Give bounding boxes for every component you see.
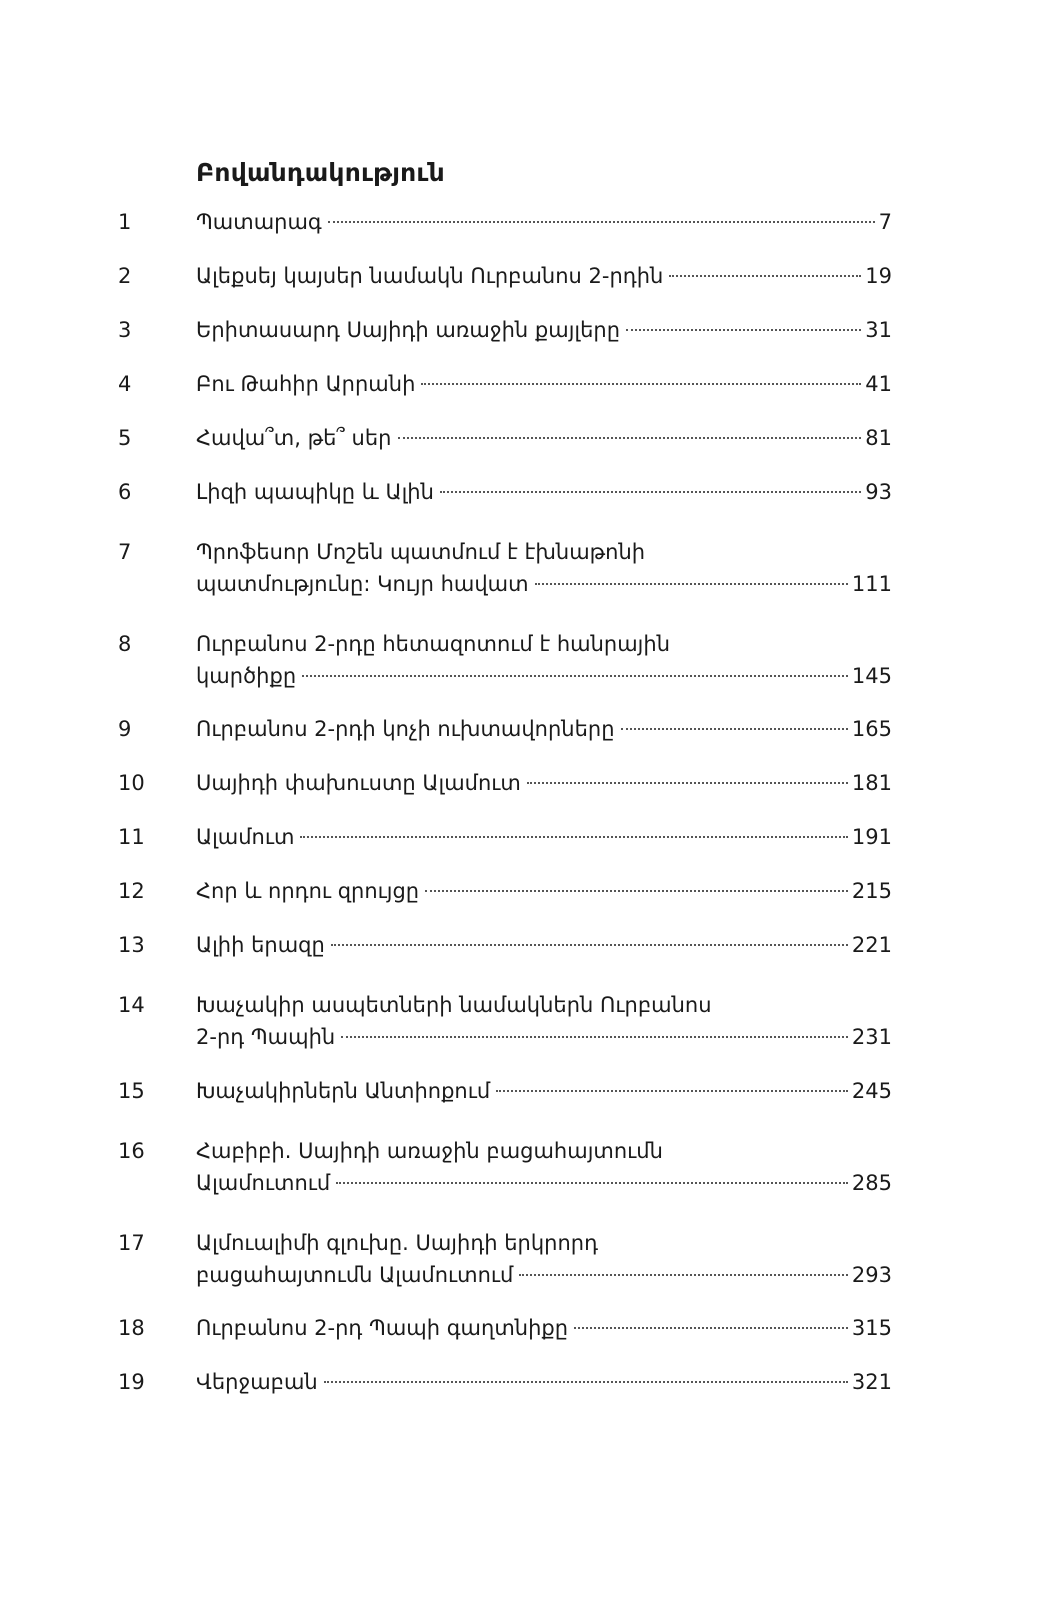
chapter-title-last-line	[196, 713, 892, 745]
dot-leader	[421, 382, 861, 385]
chapter-title-line: Հաբիբի. Սայիդի առաջին բացահայտումն	[196, 1139, 663, 1163]
chapter-title-last-line	[196, 767, 892, 799]
chapter-title	[196, 1366, 892, 1398]
chapter-title-text: Ալեքսեյ կայսեր նամակն Ուրբանոս 2-րդին	[196, 264, 664, 288]
dot-leader	[574, 1326, 848, 1329]
page-number: 165	[851, 717, 892, 741]
page-number: 221	[851, 933, 892, 957]
chapter-number: 1	[118, 210, 132, 234]
chapter-number: 10	[118, 771, 145, 795]
chapter-title-line: Պրոֆեսոր Մոշեն պատմում է էխնաթոնի	[196, 540, 646, 564]
chapter-title-text: Վերջաբան	[196, 1370, 318, 1394]
chapter-number: 9	[118, 717, 132, 741]
chapter-number: 7	[118, 540, 132, 564]
dot-leader	[669, 274, 861, 277]
page-number: 231	[851, 1025, 892, 1049]
chapter-title-text: բացահայտումն Ալամուտում	[196, 1263, 514, 1287]
chapter-title-text: կարծիքը	[196, 664, 297, 688]
page-number: 19	[865, 264, 892, 288]
dot-leader	[300, 835, 847, 838]
chapter-title	[196, 536, 892, 600]
chapter-title	[196, 368, 892, 400]
chapter-title-text: Լիզի պապիկը և Ալին	[196, 480, 434, 504]
dot-leader	[440, 490, 861, 493]
dot-leader	[527, 781, 848, 784]
chapter-title-last-line	[196, 875, 892, 907]
page-number: 93	[865, 480, 892, 504]
chapter-number: 2	[118, 264, 132, 288]
chapter-title-last-line	[196, 1259, 892, 1291]
chapter-title-text: Ալամուտում	[196, 1171, 331, 1195]
page-number: 145	[851, 664, 892, 688]
chapter-number: 19	[118, 1370, 145, 1394]
chapter-title-last-line	[196, 1021, 892, 1053]
chapter-title-text: պատմությունը: Կույր հավատ	[196, 572, 529, 596]
chapter-number: 18	[118, 1316, 145, 1340]
chapter-number: 14	[118, 993, 145, 1017]
chapter-number: 13	[118, 933, 145, 957]
chapter-title	[196, 713, 892, 745]
page-number: 31	[865, 318, 892, 342]
dot-leader	[302, 674, 848, 677]
page-number: 181	[851, 771, 892, 795]
dot-leader	[621, 727, 848, 730]
chapter-title	[196, 1135, 892, 1199]
dot-leader	[398, 436, 862, 439]
chapter-title	[196, 260, 892, 292]
chapter-title-text: Ալամուտ	[196, 825, 295, 849]
chapter-title-text: Ուրբանոս 2-րդ Պապի գաղտնիքը	[196, 1316, 569, 1340]
chapter-title-last-line	[196, 568, 892, 600]
chapter-number: 12	[118, 879, 145, 903]
chapter-title-text: Երիտասարդ Սայիդի առաջին քայլերը	[196, 318, 621, 342]
chapter-title-last-line	[196, 929, 892, 961]
chapter-title	[196, 929, 892, 961]
chapter-number: 6	[118, 480, 132, 504]
chapter-title	[196, 1227, 892, 1291]
chapter-title	[196, 422, 892, 454]
chapter-number: 5	[118, 426, 132, 450]
dot-leader	[535, 582, 848, 585]
chapter-title-text: Հավա՞տ, թե՞ սեր	[196, 426, 392, 450]
chapter-title-last-line	[196, 422, 892, 454]
page-number: 111	[851, 572, 892, 596]
chapter-title-text: Հոր և որդու զրույցը	[196, 879, 420, 903]
chapter-number: 16	[118, 1139, 145, 1163]
chapter-title	[196, 989, 892, 1053]
dot-leader	[425, 889, 848, 892]
chapter-title-line: Ալմուալիմի գլուխը. Սայիդի երկրորդ	[196, 1231, 599, 1255]
chapter-number: 4	[118, 372, 132, 396]
chapter-title-last-line	[196, 660, 892, 692]
chapter-title-text: Ուրբանոս 2-րդի կոչի ուխտավորները	[196, 717, 615, 741]
chapter-title-last-line	[196, 1167, 892, 1199]
page-number: 215	[851, 879, 892, 903]
chapter-title-last-line	[196, 1366, 892, 1398]
chapter-title-line: Ուրբանոս 2-րդը հետազոտում է հանրային	[196, 632, 671, 656]
dot-leader	[519, 1273, 848, 1276]
chapter-title-last-line	[196, 821, 892, 853]
chapter-title-last-line	[196, 1075, 892, 1107]
chapter-title	[196, 1312, 892, 1344]
chapter-title	[196, 314, 892, 346]
chapter-title-text: Սայիդի փախուստը Ալամուտ	[196, 771, 521, 795]
page-number: 7	[878, 210, 892, 234]
chapter-title-text: Ալիի երազը	[196, 933, 325, 957]
page-number: 293	[851, 1263, 892, 1287]
chapter-title-last-line	[196, 314, 892, 346]
page-number: 81	[865, 426, 892, 450]
chapter-title	[196, 206, 892, 238]
chapter-title-text: Խաչակիրներն Անտիոքում	[196, 1079, 491, 1103]
chapter-title-last-line	[196, 368, 892, 400]
dot-leader	[496, 1089, 848, 1092]
page-number: 315	[851, 1316, 892, 1340]
chapter-title	[196, 767, 892, 799]
chapter-number: 3	[118, 318, 132, 342]
dot-leader	[331, 943, 848, 946]
chapter-title	[196, 476, 892, 508]
chapter-title-text: Բու Թահիր Արրանի	[196, 372, 416, 396]
chapter-title	[196, 875, 892, 907]
chapter-title-text: 2-րդ Պապին	[196, 1025, 336, 1049]
chapter-title-last-line	[196, 476, 892, 508]
chapter-number: 17	[118, 1231, 145, 1255]
dot-leader	[328, 220, 875, 223]
dot-leader	[341, 1035, 848, 1038]
dot-leader	[626, 328, 861, 331]
chapter-title-text: Պատարագ	[196, 210, 322, 234]
chapter-title-last-line	[196, 260, 892, 292]
page-number: 191	[851, 825, 892, 849]
chapter-title	[196, 628, 892, 692]
chapter-title	[196, 821, 892, 853]
chapter-number: 11	[118, 825, 145, 849]
page-number: 41	[865, 372, 892, 396]
page-title: Բովանդակություն	[196, 158, 445, 187]
page-number: 245	[851, 1079, 892, 1103]
chapter-number: 15	[118, 1079, 145, 1103]
chapter-title-line: Խաչակիր ասպետների նամակներն Ուրբանոս	[196, 993, 712, 1017]
dot-leader	[336, 1181, 848, 1184]
chapter-title-last-line	[196, 1312, 892, 1344]
chapter-title	[196, 1075, 892, 1107]
chapter-number: 8	[118, 632, 132, 656]
page-number: 285	[851, 1171, 892, 1195]
page-number: 321	[851, 1370, 892, 1394]
dot-leader	[324, 1380, 848, 1383]
chapter-title-last-line	[196, 206, 892, 238]
